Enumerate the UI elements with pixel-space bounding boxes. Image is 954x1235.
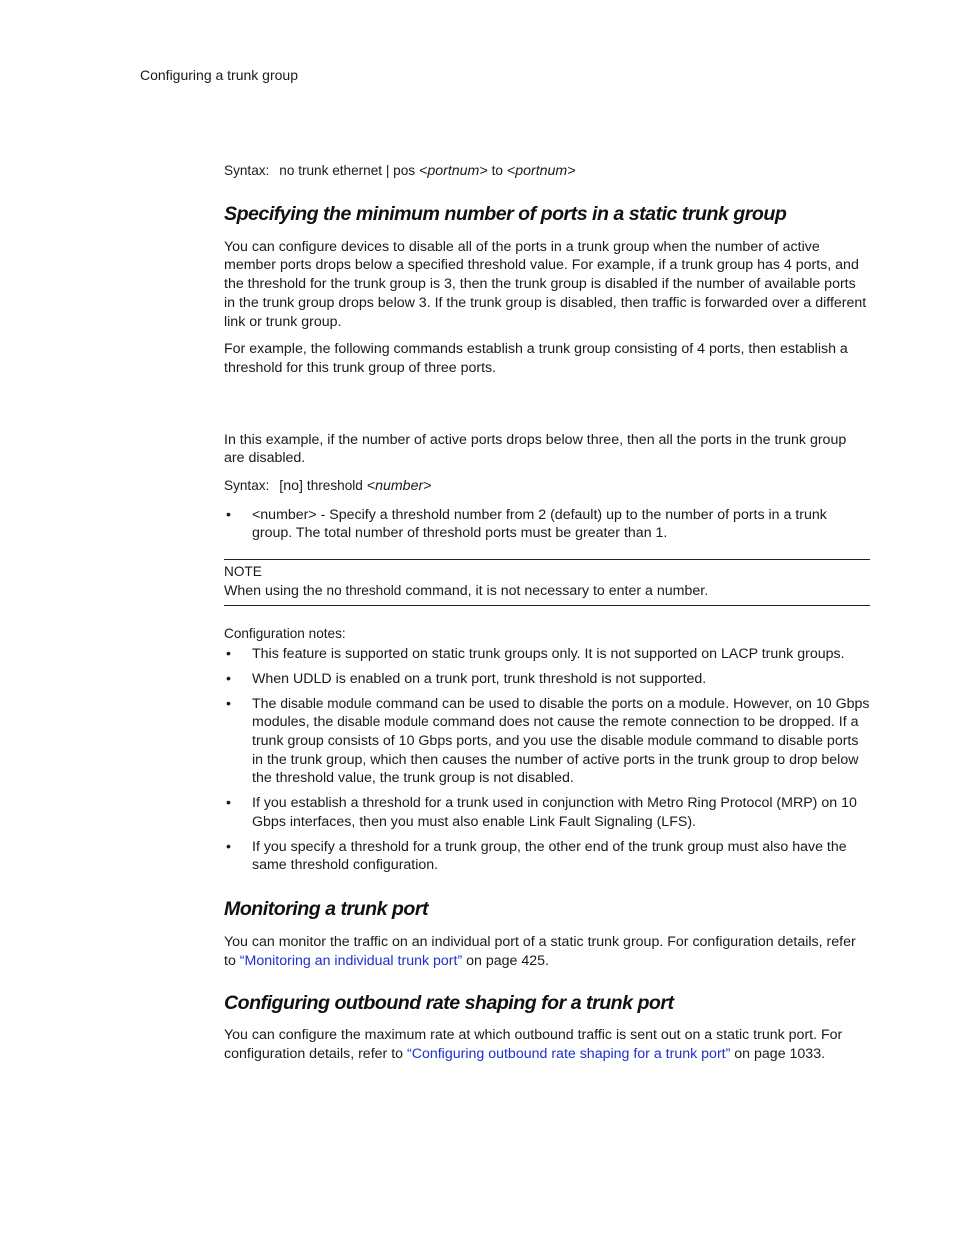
note-command: no threshold [326, 582, 402, 598]
section-heading-minimum-ports: Specifying the minimum number of ports in a static trunk group [224, 202, 787, 225]
bullet-icon: • [226, 506, 231, 523]
syntax-keyword-to: to [491, 163, 503, 178]
syntax-command: no trunk ethernet | pos [279, 163, 416, 178]
cross-reference-link[interactable]: “Monitoring an individual trunk port” [239, 952, 463, 969]
list-item-text: If you specify a threshold for a trunk group, the other end of the trunk group must also have the same threshold configuration. [252, 838, 847, 874]
list-item [224, 670, 870, 689]
syntax-threshold [224, 477, 870, 496]
page-content [224, 162, 870, 1064]
syntax-argument: <portnum> [506, 163, 576, 179]
list-item-text: The disable module command can be used to disable the ports on a module. However, on 10 Gbps modules, the disable module command does not cause the remote connection to be dropped. If a trunk group consists of 10 Gbps ports, and you use the disable module command to disable ports in the trunk group, which then causes the number of active ports in the trunk group to drop below the threshold value, the trunk group is not disabled. [252, 695, 870, 787]
config-notes-list [224, 645, 870, 875]
list-item [224, 794, 870, 831]
config-notes-title: Configuration notes: [224, 625, 346, 641]
paragraph-monitoring: You can monitor the traffic on an individual port of a static trunk group. For configuration details, refer to “Monitoring an individual trunk port” on page 425. [224, 933, 856, 969]
syntax-command: threshold [306, 478, 363, 494]
syntax-label: Syntax: [224, 478, 270, 494]
section-heading-monitoring: Monitoring a trunk port [224, 897, 429, 920]
running-header: Configuring a trunk group [140, 67, 298, 83]
paragraph-rate-shaping: You can configure the maximum rate at which outbound traffic is sent out on a static trunk port. For configuration details, refer to “Configuring outbound rate shaping for a trunk port” on page 1033. [224, 1027, 843, 1063]
syntax-argument: <portnum> [419, 163, 488, 179]
syntax-argument: <number> [366, 478, 432, 495]
bullet-icon: • [226, 838, 231, 855]
inline-command: disable module [600, 733, 693, 749]
list-item [224, 645, 870, 664]
inline-command: disable module [337, 714, 429, 730]
note-text: When using the no threshold command, it is not necessary to enter a number. [224, 582, 709, 599]
parameter-list [224, 506, 870, 543]
paragraph-example-commands: For example, the following commands establish a trunk group consisting of 4 ports, then establish a threshold for this trunk group of three ports. [224, 341, 848, 376]
cross-reference-link[interactable]: “Configuring outbound rate shaping for a trunk port” [406, 1046, 731, 1063]
bullet-icon: • [226, 795, 231, 812]
paragraph-example-result: In this example, if the number of active ports drops below three, then all the ports in the trunk group are disabled. [224, 431, 847, 467]
list-item-text: If you establish a threshold for a trunk used in conjunction with Metro Ring Protocol (MRP) on 10 Gbps interfaces, then you must also enable Link Fault Signaling (LFS). [252, 795, 857, 830]
list-item-text: <number> - Specify a threshold number from 2 (default) up to the number of ports in a trunk group. The total number of threshold ports must be greater than 1. [252, 506, 827, 542]
list-item [224, 695, 870, 789]
list-item [224, 506, 870, 543]
syntax-label: Syntax: [224, 163, 270, 178]
bullet-icon: • [226, 670, 231, 687]
list-item [224, 838, 870, 875]
bullet-icon: • [226, 646, 231, 663]
section-heading-rate-shaping: Configuring outbound rate shaping for a trunk port [224, 992, 674, 1015]
inline-command: disable module [280, 695, 372, 711]
list-item-text: This feature is supported on static trunk groups only. It is not supported on LACP trunk groups. [252, 646, 845, 663]
bullet-icon: • [226, 695, 231, 712]
list-item-text: When UDLD is enabled on a trunk port, trunk threshold is not supported. [252, 670, 707, 687]
note-title: NOTE [224, 564, 262, 580]
paragraph-threshold-intro: You can configure devices to disable all of the ports in a trunk group when the number of active member ports drops below a specified threshold value. For example, if a trunk group has 4 ports, and the threshold for the trunk group is 3, then the trunk group is disabled if the number of available ports in the trunk group drops below 3. If the trunk group is disabled, then traffic is forwarded over a different link or trunk group. [224, 238, 867, 330]
note-box [224, 559, 870, 605]
syntax-option: [no] [279, 478, 303, 495]
syntax-no-trunk [224, 162, 870, 181]
